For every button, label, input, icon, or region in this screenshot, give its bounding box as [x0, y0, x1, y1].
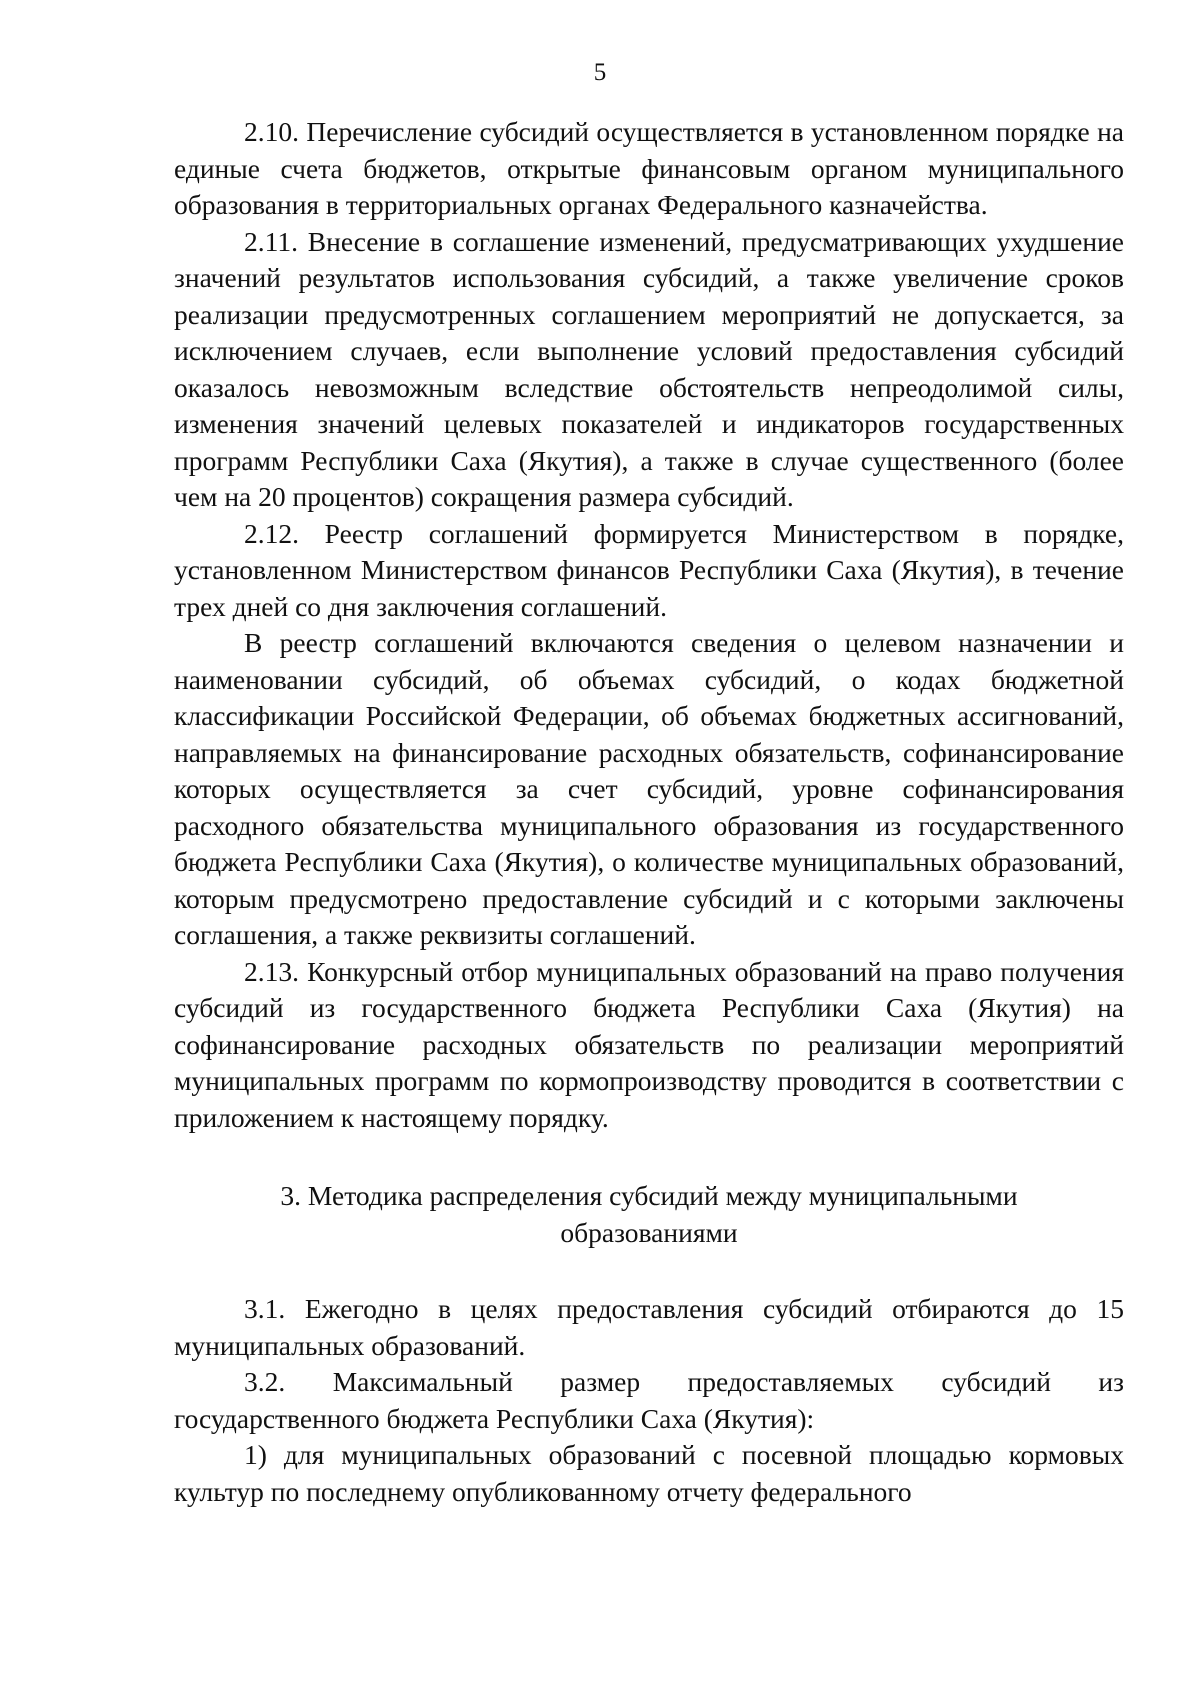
paragraph-3-2: 3.2. Максимальный размер предоставляемых субсидий из государственного бюджета Республики Саха (Якутия): [174, 1366, 1124, 1434]
paragraph-2-12: 2.12. Реестр соглашений формируется Министерством в порядке, установленном Министерством финансов Республики Саха (Якутия), в течение трех дней со дня заключения соглашений. [174, 517, 1124, 622]
paragraph-3-2-item-1: 1) для муниципальных образований с посевной площадью кормовых культур по последнему опубликованному отчету федерального [174, 1439, 1124, 1507]
section-heading: 3. Методика распределения субсидий между муниципальными образованиями [280, 1180, 1018, 1248]
paragraph-2-13: 2.13. Конкурсный отбор муниципальных образований на право получения субсидий из государственного бюджета Республики Саха (Якутия) на софинансирование расходных обязательств по реализации мероприятий муниципальных программ по кормопроизводству проводится в соответствии с приложением к настоящему порядку. [174, 955, 1124, 1133]
paragraph-registry-contents: В реестр соглашений включаются сведения о целевом назначении и наименовании субсидий, об объемах субсидий, о кодах бюджетной классификации Российской Федерации, об объемах бюджетных ассигнований, направляемых на финансирование расходных обязательств, софинансирование которых осуществляется за счет субсидий, уровне софинансирования расходного обязательства муниципального образования из государственного бюджета Республики Саха (Якутия), о количестве муниципальных образований, которым предусмотрено предоставление субсидий и с которыми заключены соглашения, а также реквизиты соглашений. [174, 627, 1124, 950]
paragraph-2-11: 2.11. Внесение в соглашение изменений, предусматривающих ухудшение значений результатов использования субсидий, а также увеличение сроков реализации предусмотренных соглашением мероприятий не допускается, за исключением случаев, если выполнение условий предоставления субсидий оказалось невозможным вследствие обстоятельств непреодолимой силы, изменения значений целевых показателей и индикаторов государственных программ Республики Саха (Якутия), а также в случае существенного (более чем на 20 процентов) сокращения размера субсидий. [174, 225, 1124, 512]
page-number: 5 [593, 59, 607, 86]
paragraph-3-1: 3.1. Ежегодно в целях предоставления субсидий отбираются до 15 муниципальных образований. [174, 1293, 1124, 1361]
document-body [174, 114, 1124, 1510]
paragraph-2-10: 2.10. Перечисление субсидий осуществляется в установленном порядке на единые счета бюджетов, открытые финансовым органом муниципального образования в территориальных органах Федерального казначейства. [174, 116, 1124, 220]
